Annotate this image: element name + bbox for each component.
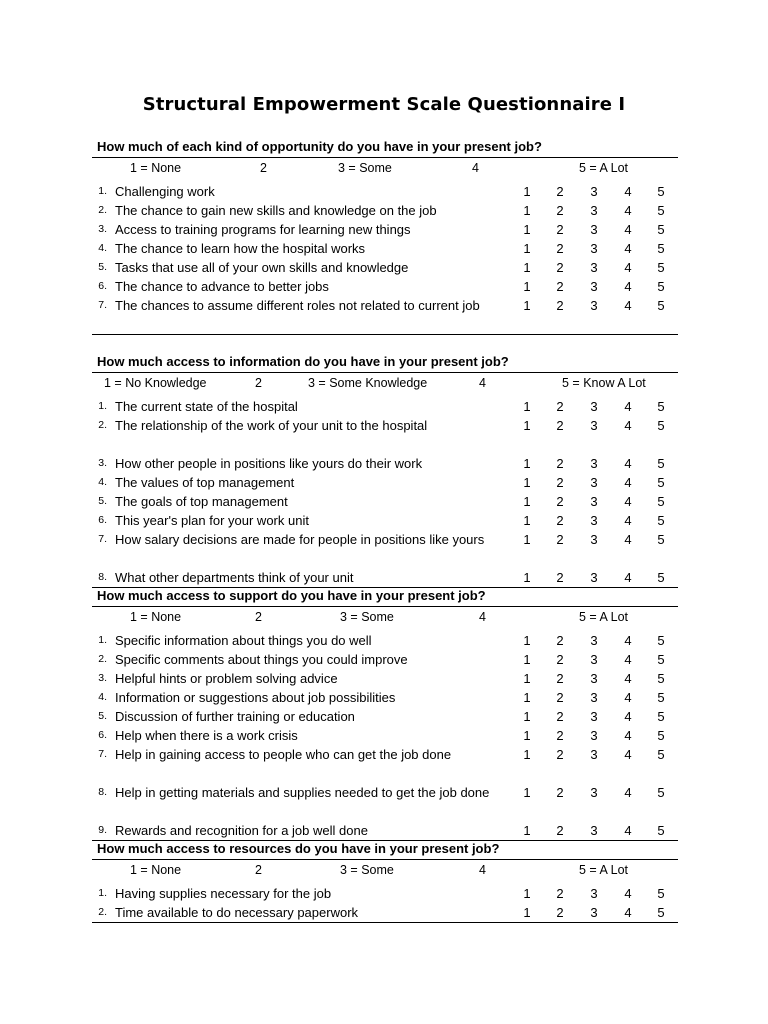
question-item: [92, 511, 678, 530]
section-question: How much access to support do you have in your present job?: [97, 588, 486, 603]
item-number: 6.: [98, 514, 107, 526]
item-text: Access to training programs for learning new things: [115, 222, 411, 237]
rating-option-3[interactable]: 3: [590, 747, 598, 762]
rating-option-4[interactable]: 4: [624, 690, 632, 705]
rating-option-4[interactable]: 4: [624, 298, 632, 313]
rating-option-1[interactable]: 1: [523, 823, 531, 838]
rating-option-3[interactable]: 3: [590, 456, 598, 471]
question-item: [92, 903, 678, 922]
question-item: [92, 530, 678, 568]
question-item: [92, 688, 678, 707]
item-number: 4.: [98, 691, 107, 703]
rating-option-1[interactable]: 1: [523, 418, 531, 433]
rating-option-4[interactable]: 4: [624, 399, 632, 414]
question-item: [92, 707, 678, 726]
rating-option-4[interactable]: 4: [624, 532, 632, 547]
rating-option-5[interactable]: 5: [657, 513, 665, 528]
question-section: [92, 137, 678, 335]
rating-option-2[interactable]: 2: [556, 260, 564, 275]
scale-label: 1 = No Knowledge: [104, 376, 207, 390]
item-text: Help when there is a work crisis: [115, 728, 298, 743]
item-text: Information or suggestions about job possibilities: [115, 690, 396, 705]
rating-option-1[interactable]: 1: [523, 886, 531, 901]
rating-option-3[interactable]: 3: [590, 184, 598, 199]
rating-option-1[interactable]: 1: [523, 494, 531, 509]
item-number: 3.: [98, 457, 107, 469]
item-number: 5.: [98, 495, 107, 507]
rating-option-4[interactable]: 4: [624, 260, 632, 275]
item-number: 3.: [98, 223, 107, 235]
question-item: [92, 239, 678, 258]
rating-option-4[interactable]: 4: [624, 222, 632, 237]
item-text: Help in getting materials and supplies needed to get the job done: [115, 785, 490, 800]
item-text: The chance to learn how the hospital works: [115, 241, 366, 256]
scale-label: 3 = Some Knowledge: [308, 376, 428, 390]
rating-option-4[interactable]: 4: [624, 494, 632, 509]
scale-label: 2: [255, 610, 262, 624]
rating-option-1[interactable]: 1: [523, 475, 531, 490]
question-item: [92, 650, 678, 669]
item-number: 4.: [98, 242, 107, 254]
rating-option-5[interactable]: 5: [657, 570, 665, 585]
rating-option-1[interactable]: 1: [523, 570, 531, 585]
item-text: The values of top management: [115, 475, 295, 490]
scale-label: 3 = Some: [338, 161, 392, 175]
item-text: Challenging work: [115, 184, 215, 199]
rating-option-5[interactable]: 5: [657, 241, 665, 256]
rating-option-2[interactable]: 2: [556, 241, 564, 256]
question-item: [92, 568, 678, 587]
question-item: [92, 473, 678, 492]
item-text: Specific comments about things you could improve: [115, 652, 408, 667]
question-item: [92, 669, 678, 688]
rating-option-5[interactable]: 5: [657, 652, 665, 667]
rating-option-1[interactable]: 1: [523, 747, 531, 762]
rating-option-5[interactable]: 5: [657, 279, 665, 294]
item-number: 5.: [98, 261, 107, 273]
rating-option-5[interactable]: 5: [657, 456, 665, 471]
rating-option-2[interactable]: 2: [556, 203, 564, 218]
rating-option-1[interactable]: 1: [523, 260, 531, 275]
rating-option-5[interactable]: 5: [657, 886, 665, 901]
rating-option-2[interactable]: 2: [556, 633, 564, 648]
scale-label: 5 = A Lot: [579, 863, 629, 877]
item-text: Discussion of further training or education: [115, 709, 355, 724]
item-number: 1.: [98, 400, 107, 412]
question-item: [92, 884, 678, 903]
rating-option-2[interactable]: 2: [556, 728, 564, 743]
rating-option-4[interactable]: 4: [624, 652, 632, 667]
rating-option-1[interactable]: 1: [523, 532, 531, 547]
item-text: Helpful hints or problem solving advice: [115, 671, 338, 686]
item-number: 3.: [98, 672, 107, 684]
rating-option-5[interactable]: 5: [657, 298, 665, 313]
rating-option-5[interactable]: 5: [657, 633, 665, 648]
item-text: Specific information about things you do well: [115, 633, 372, 648]
item-text: Time available to do necessary paperwork: [115, 905, 359, 920]
question-item: [92, 492, 678, 511]
rating-option-4[interactable]: 4: [624, 709, 632, 724]
rating-option-2[interactable]: 2: [556, 513, 564, 528]
rating-option-1[interactable]: 1: [523, 785, 531, 800]
item-number: 2.: [98, 419, 107, 431]
rating-option-2[interactable]: 2: [556, 747, 564, 762]
item-text: How salary decisions are made for people in positions like yours: [115, 532, 485, 547]
rating-option-2[interactable]: 2: [556, 785, 564, 800]
rating-option-5[interactable]: 5: [657, 823, 665, 838]
scale-label: 4: [479, 610, 486, 624]
rating-scale-legend: [92, 606, 678, 631]
rating-option-2[interactable]: 2: [556, 532, 564, 547]
question-item: [92, 201, 678, 220]
item-number: 1.: [98, 887, 107, 899]
rating-option-1[interactable]: 1: [523, 652, 531, 667]
rating-option-1[interactable]: 1: [523, 728, 531, 743]
item-number: 5.: [98, 710, 107, 722]
item-text: The goals of top management: [115, 494, 288, 509]
rating-option-3[interactable]: 3: [590, 513, 598, 528]
rating-option-5[interactable]: 5: [657, 494, 665, 509]
scale-label: 2: [255, 376, 262, 390]
rating-option-5[interactable]: 5: [657, 399, 665, 414]
scale-label: 1 = None: [130, 863, 182, 877]
rating-scale-legend: [92, 859, 678, 884]
scale-label: 5 = Know A Lot: [562, 376, 646, 390]
rating-option-4[interactable]: 4: [624, 241, 632, 256]
question-item: [92, 258, 678, 277]
rating-option-2[interactable]: 2: [556, 886, 564, 901]
rating-option-4[interactable]: 4: [624, 633, 632, 648]
rating-scale-legend: [92, 372, 678, 397]
item-text: This year's plan for your work unit: [115, 513, 309, 528]
rating-option-2[interactable]: 2: [556, 823, 564, 838]
rating-option-5[interactable]: 5: [657, 690, 665, 705]
rating-option-5[interactable]: 5: [657, 475, 665, 490]
rating-option-4[interactable]: 4: [624, 728, 632, 743]
item-number: 2.: [98, 906, 107, 918]
section-question: How much access to resources do you have in your present job?: [97, 841, 500, 856]
rating-option-2[interactable]: 2: [556, 709, 564, 724]
rating-option-1[interactable]: 1: [523, 690, 531, 705]
item-number: 8.: [98, 786, 107, 798]
rating-option-5[interactable]: 5: [657, 203, 665, 218]
rating-option-3[interactable]: 3: [590, 570, 598, 585]
item-text: How other people in positions like yours do their work: [115, 456, 423, 471]
rating-option-2[interactable]: 2: [556, 690, 564, 705]
rating-option-2[interactable]: 2: [556, 399, 564, 414]
question-section: [92, 586, 678, 841]
item-text: Tasks that use all of your own skills and knowledge: [115, 260, 409, 275]
rating-option-3[interactable]: 3: [590, 222, 598, 237]
rating-option-3[interactable]: 3: [590, 532, 598, 547]
rating-option-4[interactable]: 4: [624, 785, 632, 800]
rating-option-5[interactable]: 5: [657, 418, 665, 433]
scale-label: 2: [255, 863, 262, 877]
rating-option-3[interactable]: 3: [590, 785, 598, 800]
question-item: [92, 296, 678, 334]
item-number: 7.: [98, 748, 107, 760]
rating-option-1[interactable]: 1: [523, 184, 531, 199]
rating-option-2[interactable]: 2: [556, 494, 564, 509]
question-item: [92, 821, 678, 840]
item-text: The chance to gain new skills and knowledge on the job: [115, 203, 437, 218]
item-text: The chances to assume different roles not related to current job: [115, 298, 480, 313]
question-section: [92, 839, 678, 923]
rating-option-2[interactable]: 2: [556, 905, 564, 920]
item-number: 7.: [98, 533, 107, 545]
item-number: 1.: [98, 634, 107, 646]
item-text: Having supplies necessary for the job: [115, 886, 332, 901]
rating-option-1[interactable]: 1: [523, 203, 531, 218]
rating-option-3[interactable]: 3: [590, 418, 598, 433]
rating-option-4[interactable]: 4: [624, 184, 632, 199]
rating-option-5[interactable]: 5: [657, 532, 665, 547]
rating-option-5[interactable]: 5: [657, 260, 665, 275]
question-item: [92, 182, 678, 201]
item-text: Rewards and recognition for a job well done: [115, 823, 368, 838]
rating-option-5[interactable]: 5: [657, 785, 665, 800]
rating-option-1[interactable]: 1: [523, 298, 531, 313]
item-number: 4.: [98, 476, 107, 488]
rating-option-4[interactable]: 4: [624, 203, 632, 218]
scale-label: 3 = Some: [340, 610, 394, 624]
section-question: How much access to information do you have in your present job?: [97, 354, 509, 369]
rating-option-3[interactable]: 3: [590, 671, 598, 686]
rating-option-3[interactable]: 3: [590, 241, 598, 256]
rating-option-4[interactable]: 4: [624, 570, 632, 585]
rating-option-2[interactable]: 2: [556, 418, 564, 433]
rating-option-4[interactable]: 4: [624, 823, 632, 838]
rating-option-4[interactable]: 4: [624, 886, 632, 901]
rating-option-3[interactable]: 3: [590, 728, 598, 743]
item-number: 1.: [98, 185, 107, 197]
rating-option-3[interactable]: 3: [590, 905, 598, 920]
question-item: [92, 416, 678, 454]
rating-option-2[interactable]: 2: [556, 475, 564, 490]
item-number: 6.: [98, 280, 107, 292]
rating-option-5[interactable]: 5: [657, 728, 665, 743]
rating-option-2[interactable]: 2: [556, 652, 564, 667]
rating-option-1[interactable]: 1: [523, 671, 531, 686]
question-item: [92, 631, 678, 650]
item-number: 2.: [98, 653, 107, 665]
question-item: [92, 397, 678, 416]
section-question: How much of each kind of opportunity do you have in your present job?: [97, 139, 542, 154]
rating-option-2[interactable]: 2: [556, 222, 564, 237]
question-item: [92, 745, 678, 783]
rating-option-3[interactable]: 3: [590, 475, 598, 490]
scale-label: 1 = None: [130, 610, 182, 624]
scale-label: 2: [260, 161, 267, 175]
rating-option-3[interactable]: 3: [590, 633, 598, 648]
rating-option-4[interactable]: 4: [624, 513, 632, 528]
rating-option-1[interactable]: 1: [523, 513, 531, 528]
rating-option-4[interactable]: 4: [624, 747, 632, 762]
item-text: Help in gaining access to people who can get the job done: [115, 747, 452, 762]
item-text: The chance to advance to better jobs: [115, 279, 329, 294]
rating-option-3[interactable]: 3: [590, 823, 598, 838]
rating-option-1[interactable]: 1: [523, 709, 531, 724]
rating-option-4[interactable]: 4: [624, 475, 632, 490]
scale-label: 4: [472, 161, 479, 175]
page-title: Structural Empowerment Scale Questionnaire I: [142, 94, 626, 115]
scale-label: 4: [479, 863, 486, 877]
rating-option-5[interactable]: 5: [657, 709, 665, 724]
rating-option-2[interactable]: 2: [556, 298, 564, 313]
scale-label: 3 = Some: [340, 863, 394, 877]
question-item: [92, 454, 678, 473]
rating-option-3[interactable]: 3: [590, 652, 598, 667]
scale-label: 5 = A Lot: [579, 610, 629, 624]
rating-option-2[interactable]: 2: [556, 184, 564, 199]
rating-option-1[interactable]: 1: [523, 222, 531, 237]
rating-option-2[interactable]: 2: [556, 456, 564, 471]
rating-option-1[interactable]: 1: [523, 399, 531, 414]
rating-option-4[interactable]: 4: [624, 279, 632, 294]
rating-option-5[interactable]: 5: [657, 184, 665, 199]
item-text: The current state of the hospital: [115, 399, 298, 414]
rating-option-3[interactable]: 3: [590, 690, 598, 705]
rating-option-1[interactable]: 1: [523, 905, 531, 920]
scale-label: 5 = A Lot: [579, 161, 629, 175]
item-number: 7.: [98, 299, 107, 311]
item-number: 2.: [98, 204, 107, 216]
rating-option-1[interactable]: 1: [523, 279, 531, 294]
rating-option-4[interactable]: 4: [624, 456, 632, 471]
rating-option-3[interactable]: 3: [590, 298, 598, 313]
rating-option-5[interactable]: 5: [657, 905, 665, 920]
rating-option-3[interactable]: 3: [590, 709, 598, 724]
question-item: [92, 726, 678, 745]
rating-option-5[interactable]: 5: [657, 671, 665, 686]
rating-option-1[interactable]: 1: [523, 633, 531, 648]
rating-option-3[interactable]: 3: [590, 203, 598, 218]
item-number: 8.: [98, 571, 107, 583]
scale-label: 1 = None: [130, 161, 182, 175]
rating-option-3[interactable]: 3: [590, 399, 598, 414]
rating-option-3[interactable]: 3: [590, 279, 598, 294]
rating-option-4[interactable]: 4: [624, 671, 632, 686]
item-text: What other departments think of your unit: [115, 570, 354, 585]
question-item: [92, 220, 678, 239]
question-section: [92, 352, 678, 588]
rating-option-3[interactable]: 3: [590, 494, 598, 509]
rating-option-3[interactable]: 3: [590, 260, 598, 275]
rating-option-3[interactable]: 3: [590, 886, 598, 901]
rating-option-4[interactable]: 4: [624, 905, 632, 920]
item-number: 9.: [98, 824, 107, 836]
question-item: [92, 277, 678, 296]
rating-option-1[interactable]: 1: [523, 241, 531, 256]
rating-option-2[interactable]: 2: [556, 671, 564, 686]
rating-option-5[interactable]: 5: [657, 222, 665, 237]
rating-option-5[interactable]: 5: [657, 747, 665, 762]
rating-option-2[interactable]: 2: [556, 279, 564, 294]
rating-option-4[interactable]: 4: [624, 418, 632, 433]
item-number: 6.: [98, 729, 107, 741]
item-text: The relationship of the work of your unit to the hospital: [115, 418, 428, 433]
question-item: [92, 783, 678, 821]
rating-option-2[interactable]: 2: [556, 570, 564, 585]
scale-label: 4: [479, 376, 486, 390]
rating-option-1[interactable]: 1: [523, 456, 531, 471]
rating-scale-legend: [92, 157, 678, 182]
